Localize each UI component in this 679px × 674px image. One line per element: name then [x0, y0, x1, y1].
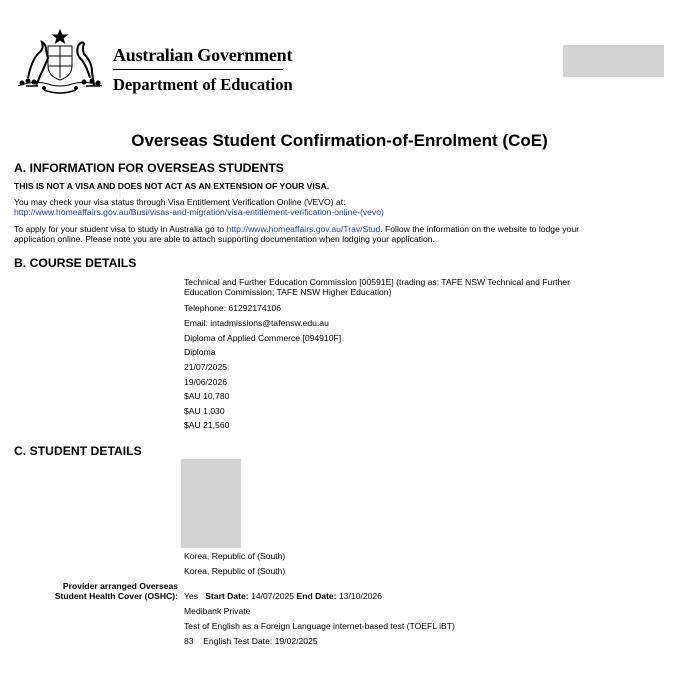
oshc-end-value: 13/10/2026: [338, 591, 382, 601]
provider-value: Technical and Further Education Commission [00591E] (trading as: TAFE NSW Technical and Further: [184, 277, 570, 287]
course-end-value: 19/06/2026: [184, 377, 228, 387]
oshc-start-value: 14/07/2025: [251, 591, 295, 601]
country-of-birth-value: Korea, Republic of (South): [184, 551, 286, 561]
oshc-yes: Yes: [184, 591, 199, 601]
oshc-provider-value: Medibank Private: [184, 606, 251, 616]
vevo-link[interactable]: http://www.homeaffairs.gov.au/Busi/visas-and-migration/visa-entitlement-verification-online-(vevo): [14, 207, 384, 217]
provider-value-line2: Education Commission; TAFE NSW Higher Education): [184, 287, 392, 297]
oshc-end-label: End Date:: [296, 591, 337, 601]
oshc-value: [184, 591, 382, 601]
apply-text: [14, 224, 579, 234]
initial-fee-value: $AU 10,780: [184, 391, 230, 401]
apply-text-post: . Follow the information on the website to lodge your: [380, 224, 579, 234]
vevo-text: You may check your visa status through Visa Entitlement Verification Online (VEVO) at:: [14, 197, 346, 207]
english-test-score: 83: [184, 636, 194, 646]
other-fee-value: $AU 1,030: [184, 406, 225, 416]
section-b-heading: B. COURSE DETAILS: [14, 256, 137, 270]
course-start-value: 21/07/2025: [184, 362, 228, 372]
government-name: Australian Government: [113, 45, 293, 65]
oshc-start-label: Start Date:: [205, 591, 249, 601]
course-level-value: Diploma: [184, 347, 216, 357]
redacted-box: [563, 45, 664, 77]
english-test-score-value: [184, 636, 318, 646]
english-test-type-value: Test of English as a Foreign Language internet-based test (TOEFL iBT): [184, 621, 455, 631]
section-c-heading: C. STUDENT DETAILS: [14, 444, 142, 458]
provider-email: Email: intadmissions@tafensw.edu.au: [184, 318, 329, 328]
coat-of-arms-logo: [14, 28, 106, 96]
department-name: Department of Education: [113, 75, 293, 94]
visa-warning: THIS IS NOT A VISA AND DOES NOT ACT AS AN EXTENSION OF YOUR VISA.: [14, 181, 330, 191]
header-divider: [113, 69, 283, 70]
nationality-value: Korea, Republic of (South): [184, 566, 286, 576]
provider-telephone: Telephone: 61292174106: [184, 303, 282, 313]
oshc-label-line2: Student Health Cover (OSHC):: [54, 591, 178, 601]
section-a-heading: A. INFORMATION FOR OVERSEAS STUDENTS: [14, 161, 284, 175]
apply-text-line2: application online. Please note you are able to attach supporting documentation when lodging your application.: [14, 234, 435, 244]
oshc-label: [14, 581, 178, 601]
apply-link[interactable]: http://www.homeaffairs.gov.au/Trav/Stud: [226, 224, 381, 234]
redacted-student-details: [181, 459, 241, 548]
total-fee-value: $AU 21,560: [184, 420, 230, 430]
english-test-date: English Test Date: 19/02/2025: [203, 636, 318, 646]
oshc-label-line1: Provider arranged Overseas: [62, 581, 178, 591]
apply-text-pre: To apply for your student visa to study in Australia go to: [14, 224, 227, 234]
course-value: Diploma of Applied Commerce [094910F]: [184, 333, 342, 343]
page-title: Overseas Student Confirmation-of-Enrolment (CoE): [131, 131, 548, 150]
